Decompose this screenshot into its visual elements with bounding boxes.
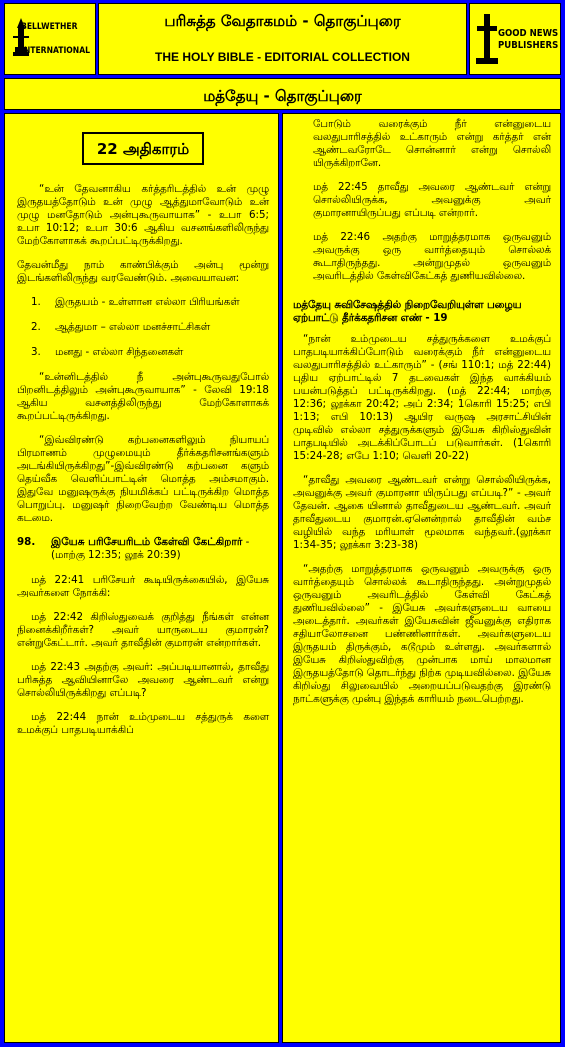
left-column — [4, 113, 279, 1043]
good-news-logo-icon — [474, 12, 500, 66]
left-logo-line1: BELLWETHER — [21, 22, 78, 32]
list-item — [17, 321, 269, 334]
left-paragraph-7: மத் 22:43 அதற்கு அவர்: அப்படியானால், தாவீது பரிசுத்த ஆவியினாலே அவரை ஆண்டவர் என்று சொல்லியிருக்கிறது எப்படி? — [17, 661, 269, 699]
right-logo-line2: PUBLISHERS — [498, 40, 559, 51]
section-reference: - (மாற்கு 12:35; லூக் 20:39) — [51, 536, 250, 561]
list-item-number: 1. — [31, 296, 41, 308]
left-paragraph-8: மத் 22:44 நான் உம்முடைய சத்துருக் களை உமக்குப் பாதபடியாக்கிப் — [17, 711, 269, 736]
section-number: 98. — [17, 536, 36, 548]
left-paragraph-3: “உன்னிடத்தில் நீ அன்புகூருவதுபோல் பிறனிடத்திலும் அன்புகூருவாயாக” - லேவி 19:18 ஆகிய வசனத்திலிருந்து மேற்கோளாகக் கூறப்பட்டிருக்கிறது. — [17, 371, 269, 422]
subtitle: மத்தேயு - தொகுப்புரை — [203, 87, 362, 105]
section-title: இயேசு பரிசேயரிடம் கேள்வி கேட்கிறார் — [51, 536, 243, 548]
right-paragraph-3: மத் 22:46 அதற்கு மாறுத்தரமாக ஒருவனும் அவருக்கு ஒரு வார்த்தையும் சொல்லக் கூடாதிருந்தது. அன்றுமுதல் ஒருவனும் அவரிடத்தில் கேள்விகேட்கத் துணியவில்லை. — [313, 231, 551, 282]
list-item — [17, 346, 269, 359]
list-item-text: மனது - எல்லா சிந்தனைகள் — [55, 346, 184, 358]
prophecy-heading: மத்தேயு சுவிசேஷத்தில் நிறைவேறியுள்ள பழைய ஏற்பாட்டு தீர்க்கதரிசன எண் - 19 — [293, 299, 522, 324]
right-paragraph-5: “தாவீது அவரை ஆண்டவர் என்று சொல்லியிருக்க, அவனுக்கு அவர் குமாரனா யிருப்பது எப்படி?” - அவர் தேவன். ஆகை யினால் தாவீதுடைய ஆண்டவர். அவர் தாவீதுடைய குமாரன்.ஏனென்றால் தாவீதின் வம்ச வழியில் வந்த மரியாள் மூலமாக வந்தவர்.(லூக்கா 1:34-35; லூக்கா 3:23-38) — [293, 474, 551, 551]
left-paragraph-5: மத் 22:41 பரிசேயர் கூடியிருக்கையில், இயேசு அவர்களை நோக்கி: — [17, 574, 269, 599]
right-logo-line1: GOOD NEWS — [498, 28, 559, 39]
list-item-number: 2. — [31, 321, 41, 333]
left-paragraph-6: மத் 22:42 கிறிஸ்துவைக் குறித்து நீங்கள் என்ன நினைக்கிறீர்கள்? அவர் யாருடைய குமாரன்? என்றுகேட்டார். அவர் தாவீதின் குமாரன் என்றார்கள். — [17, 611, 269, 649]
left-paragraph-4: “இவ்விரண்டு கற்பனைகளிலும் நியாயப் பிரமாணம் முழுமையும் தீர்க்கதரிசனங்களும் அடங்கியிருக்கிறது”-இவ்விரண்டு கற்பனை களும் தெய்வீக வெளிப்பாட்டின் மொத்த அம்சமாகும். இதுவே மனுஷருக்கு நியமிக்கப் பட்டிருக்கிற மொத்த பொறுப்பு. மனுஷர் நிறைவேற்ற வேண்டிய மொத்த கடமை. — [17, 434, 269, 524]
right-column — [282, 113, 561, 1043]
right-paragraph-6: “அதற்கு மாறுத்தரமாக ஒருவனும் அவருக்கு ஒரு வார்த்தையும் சொல்லக் கூடாதிருந்தது. அன்றுமுதல் ஒருவனும் அவரிடத்தில் கேள்வி கேட்கத் துணியவில்லை” - இயேசு அவர்களுடைய வாயை அடைத்தார். அவர்கள் இயேசுவின் ஜீவனுக்கு எதிராக சதியாலோசனை பண்ணினார்கள். அவர்களுடைய இருதயம் திருக்கும், கடூமும் உள்ளது. அவர்களால் இயேசு கிறிஸ்துவிற்கு முன்பாக மாய் மாலமான இருதயத்தோடு தொடர்ந்து நிற்க முடியவில்லை. இயேசு கிறிஸ்து சிலுவையில் அறையப்படுவதற்கு இரண்டு நாட்களுக்கு முன்பு இந்தக் காரியம் நடைபெற்றது. — [293, 563, 551, 705]
subtitle-panel — [4, 78, 561, 110]
chapter-heading: 22 அதிகாரம் — [82, 132, 204, 165]
right-paragraph-2: மத் 22:45 தாவீது அவரை ஆண்டவர் என்று சொல்லியிருக்க, அவனுக்கு அவர் குமாரனாயிருப்பது எப்படி என்றார். — [313, 181, 551, 219]
page-title-tamil: பரிசுத்த வேதாகமம் - தொகுப்புரை — [164, 12, 401, 30]
list-item — [17, 296, 269, 309]
left-paragraph-1: “உன் தேவனாகிய கர்த்தரிடத்தில் உன் முழு இருதயத்தோடும் உன் முழு ஆத்துமாவோடும் உன் முழு மனதோடும் அன்புகூருவாயாக” - உபா 6:5; உபா 10:12; உபா 30:6 ஆகிய வசனங்களிலிருந்து மேற்கோளாகக் கூறப்பட்டிருக்கிறது. — [17, 183, 269, 247]
list-item-text: ஆத்துமா – எல்லா மனச்சாட்சிகள் — [55, 321, 210, 333]
page-title-english: THE HOLY BIBLE - EDITORIAL COLLECTION — [155, 50, 410, 64]
good-news-logo — [469, 3, 561, 75]
bellwether-logo — [4, 3, 96, 75]
header-title-panel — [98, 3, 467, 75]
list-item-text: இருதயம் - உள்ளான எல்லா பிரியங்கள் — [55, 296, 240, 308]
left-logo-line2: INTERNATIONAL — [21, 46, 90, 56]
right-paragraph-1: போடும் வரைக்கும் நீர் என்னுடைய வலதுபாரிசத்தில் உட்காரும் என்று கர்த்தர் என் ஆண்டவரோடே சொன்னார் என்று சொல்லி யிருக்கிறானே. — [313, 118, 551, 169]
left-paragraph-2: தேவன்மீது நாம் காண்பிக்கும் அன்பு மூன்று இடங்களிலிருந்து வரவேண்டும். அவையாவன: — [17, 259, 269, 284]
right-paragraph-4: “நான் உம்முடைய சத்துருக்களை உமக்குப் பாதபடியாக்கிப்போடும் வரைக்கும் நீர் என்னுடைய வலதுபாரிசத்தில் உட்காரும்” - (சங் 110:1; மத் 22:44) புதிய ஏற்பாட்டில் 7 தடவைகள் இந்த வாக்கியம் பயன்படுத்தப் பட்டிருக்கிறது. (மத் 22:44; மாற்கு 12:36; லூக்கா 20:42; அப் 2:34; 1கொரி 15:25; எபி 1:13; எபி 10:13) ஆயிர வருஷ அரசாட்சியின் முடிவில் எல்லா சத்துருக்களும் இயேசு கிறிஸ்துவின் பாதபடியில் அடக்கிப்போடப் படுவார்கள். (1கொரி 15:24-28; எபே 1:10; வெளி 20-22) — [293, 333, 551, 462]
section-heading — [17, 536, 269, 562]
list-item-number: 3. — [31, 346, 41, 358]
